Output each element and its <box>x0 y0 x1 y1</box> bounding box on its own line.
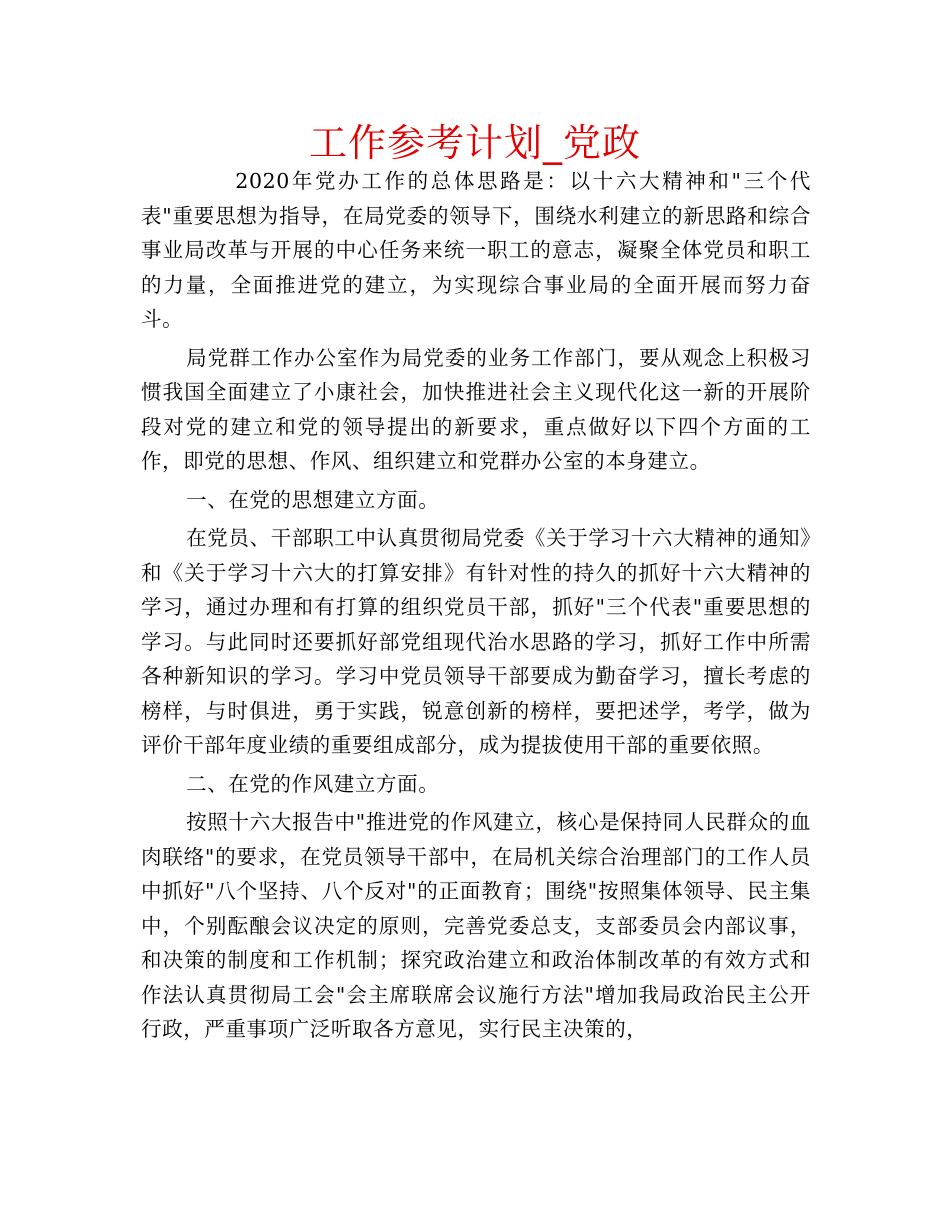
document-body <box>141 164 811 1051</box>
paragraph-office-role: 局党群工作办公室作为局党委的业务工作部门，要从观念上积极习惯我国全面建立了小康社会，加快推进社会主义现代化这一新的开展阶段对党的建立和党的领导提出的新要求，重点做好以下四个方面的工作，即党的思想、作风、组织建立和党群办公室的本身建立。 <box>141 345 811 473</box>
document-title: 工作参考计划_党政 <box>308 121 641 165</box>
paragraph-work-style: 按照十六大报告中"推进党的作风建立，核心是保持同人民群众的血肉联络"的要求，在党员领导干部中，在局机关综合治理部门的工作人员中抓好"八个坚持、八个反对"的正面教育；围绕"按照集体领导、民主集中，个别酝酿会议决定的原则，完善党委总支，支部委员会内部议事，和决策的制度和工作机制；探究政治建立和政治体制改革的有效方式和作法认真贯彻局工会"会主席联席会议施行方法"增加我局政治民主公开行政，严重事项广泛听取各方意见，实行民主决策的， <box>141 810 811 1041</box>
paragraph-ideology: 在党员、干部职工中认真贯彻局党委《关于学习十六大精神的通知》和《关于学习十六大的打算安排》有针对性的持久的抓好十六大精神的学习，通过办理和有打算的组织党员干部，抓好"三个代表"重要思想的学习。与此同时还要抓好部党组现代治水思路的学习，抓好工作中所需各种新知识的学习。学习中党员领导干部要成为勤奋学习，擅长考虑的榜样，与时俱进，勇于实践，锐意创新的榜样，要把述学，考学，做为评价干部年度业绩的重要组成部分，成为提拔使用干部的重要依照。 <box>141 526 811 757</box>
section-heading-work-style: 二、在党的作风建立方面。 <box>186 771 440 796</box>
section-heading-ideology: 一、在党的思想建立方面。 <box>186 487 440 512</box>
paragraph-overall-approach: 2020年党办工作的总体思路是：以十六大精神和"三个代表"重要思想为指导，在局党委的领导下，围绕水利建立的新思路和综合事业局改革与开展的中心任务来统一职工的意志，凝聚全体党员和职工的力量，全面推进党的建立，为实现综合事业局的全面开展而努力奋斗。 <box>141 169 811 331</box>
